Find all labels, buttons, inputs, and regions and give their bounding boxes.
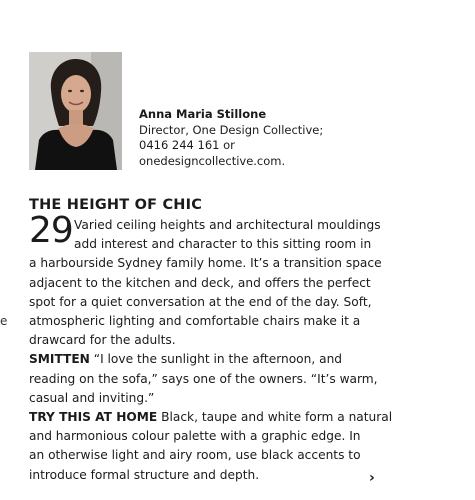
stray-character: e [0,314,8,328]
body-line: spot for a quiet conversation at the end of the day. Soft, [29,294,372,309]
article-body [29,210,393,485]
profile-photo [29,52,122,170]
article-headline: THE HEIGHT OF CHIC [29,197,203,213]
try-line: and harmonious colour palette with a graphic edge. In [29,429,361,444]
try-label: TRY THIS AT HOME [29,410,158,425]
smitten-label: SMITTEN [29,352,90,367]
portrait-illustration [29,52,122,170]
profile-bio [139,107,323,169]
profile-website: onedesigncollective.com. [139,153,286,168]
try-line [29,408,393,427]
next-arrow-icon[interactable]: › [369,470,375,486]
smitten-line: reading on the sofa,” says one of the owners. “It’s warm, [29,371,378,386]
profile-role: Director, One Design Collective; [139,122,324,137]
article [29,196,393,485]
profile-phone: 0416 244 161 or [139,138,235,152]
smitten-text: “I love the sunlight in the afternoon, and [93,352,343,367]
body-line: atmospheric lighting and comfortable chairs make it a [29,314,361,329]
profile-name: Anna Maria Stillone [139,107,267,121]
body-line: adjacent to the kitchen and deck, and offers the perfect [29,275,371,290]
smitten-line: casual and inviting.” [29,390,155,405]
try-line: an otherwise light and airy room, use black accents to [29,448,361,463]
body-line: a harbourside Sydney family home. It’s a transition space [29,256,382,271]
body-line: drawcard for the adults. [29,333,176,348]
item-number: 29 [29,210,73,251]
try-line: introduce formal structure and depth. [29,467,260,482]
body-line: add interest and character to this sitting room in [74,237,372,252]
try-text: Black, taupe and white form a natural [161,410,393,425]
smitten-line [29,350,383,369]
body-line: Varied ceiling heights and architectural mouldings [74,218,381,232]
